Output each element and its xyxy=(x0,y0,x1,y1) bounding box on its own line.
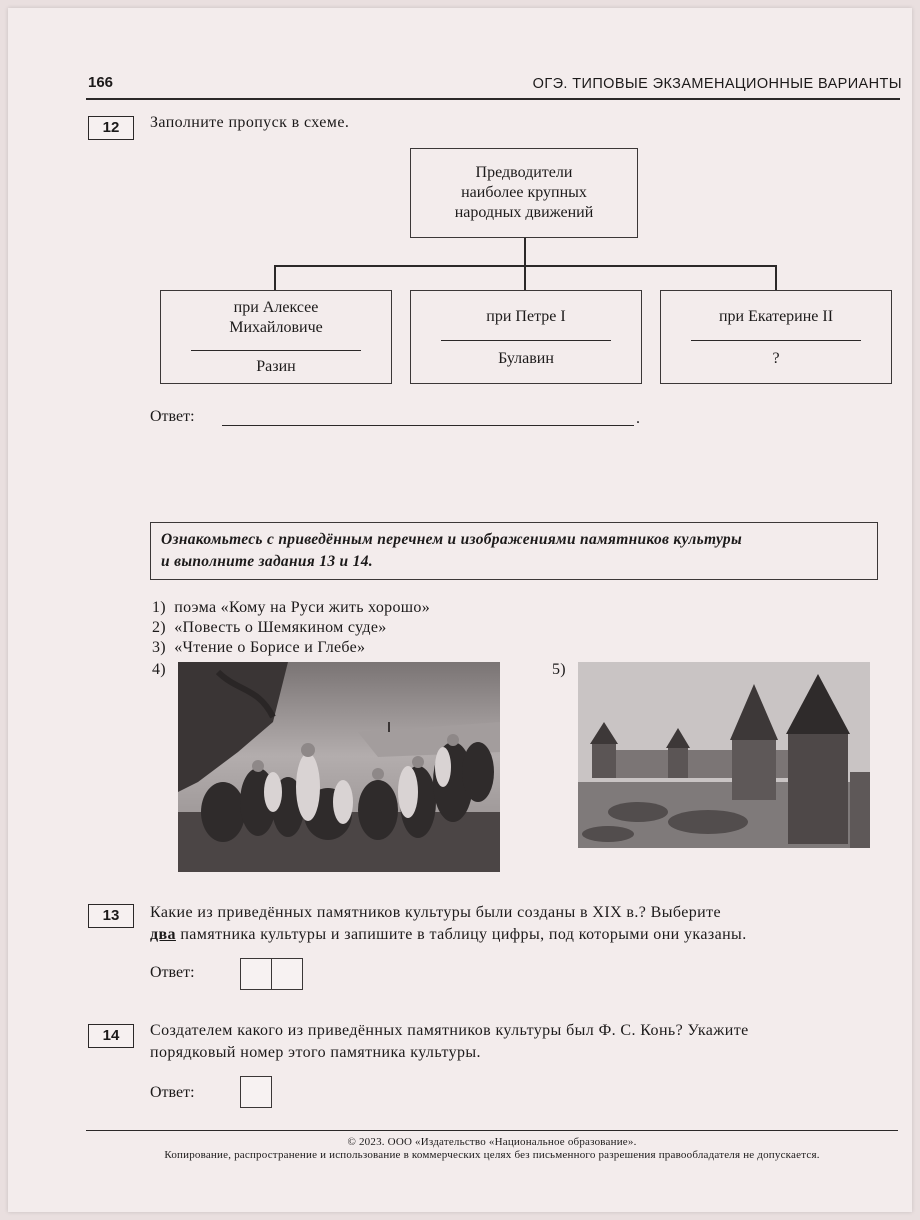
scheme-top-line: Предводители xyxy=(475,164,573,181)
branch-leader: Булавин xyxy=(498,350,554,367)
answer-line-input[interactable] xyxy=(222,425,634,426)
branch-period-line: при Екатерине II xyxy=(718,308,834,325)
task-13-line xyxy=(150,924,902,946)
connector-line xyxy=(274,265,276,291)
monument-number: 4) xyxy=(152,661,166,678)
task-13-number: 13 xyxy=(88,904,134,928)
answer-label: Ответ: xyxy=(150,1084,195,1101)
monument-number: 2) xyxy=(152,619,166,636)
monument-number: 5) xyxy=(552,661,566,678)
scheme-top-line: народных движений xyxy=(454,204,594,221)
branch-period-line: при Алексее xyxy=(233,299,319,316)
scheme-top-box xyxy=(410,148,638,238)
scheme-branch-box xyxy=(410,290,642,384)
monument-text: «Чтение о Борисе и Глебе» xyxy=(174,639,366,656)
footer-notice: Копирование, распространение и использование в коммерческих целях без письменного разрешения правообладателя не допускается. xyxy=(164,1149,820,1161)
branch-period-line: Михайловиче xyxy=(229,319,323,336)
answer-cell[interactable] xyxy=(240,1076,272,1108)
branch-leader: ? xyxy=(772,350,780,367)
fortress-towers-image xyxy=(578,662,870,848)
branch-period-line: при Петре I xyxy=(486,308,566,325)
painting-crowd-image xyxy=(178,662,500,872)
branch-leader: Разин xyxy=(256,358,296,375)
answer-label: Ответ: xyxy=(150,408,195,425)
answer-end-period: . xyxy=(636,410,640,427)
scheme-branch-box xyxy=(660,290,892,384)
task-13-line-rest: памятника культуры и запишите в таблицу цифры, под которыми они указаны. xyxy=(175,926,747,943)
answer-cell[interactable] xyxy=(271,958,303,990)
monument-number: 1) xyxy=(152,599,166,616)
monument-text: поэма «Кому на Руси жить хорошо» xyxy=(174,599,430,616)
task-14-text xyxy=(150,1020,902,1064)
instruction-frame xyxy=(150,522,878,580)
task-12-prompt: Заполните пропуск в схеме. xyxy=(150,114,350,131)
task-12-number: 12 xyxy=(88,116,134,140)
task-14-line: Создателем какого из приведённых памятников культуры был Ф. С. Конь? Укажите xyxy=(150,1022,749,1039)
task-13-line: Какие из приведённых памятников культуры были созданы в XIX в.? Выберите xyxy=(150,904,721,921)
monument-item xyxy=(152,638,365,657)
header-divider xyxy=(86,98,900,100)
monument-item xyxy=(152,598,430,617)
instruction-line: и выполните задания 13 и 14. xyxy=(161,553,373,570)
answer-cell[interactable] xyxy=(240,958,272,990)
monument-number: 3) xyxy=(152,639,166,656)
scheme-branch-box xyxy=(160,290,392,384)
footer-copyright: © 2023. ООО «Издательство «Национальное образование». xyxy=(347,1136,637,1148)
branch-divider xyxy=(691,340,861,341)
branch-divider xyxy=(441,340,611,341)
running-title: ОГЭ. ТИПОВЫЕ ЭКЗАМЕНАЦИОННЫЕ ВАРИАНТЫ xyxy=(532,76,902,92)
instruction-line: Ознакомьтесь с приведённым перечнем и изображениями памятников культуры xyxy=(161,531,743,548)
answer-label: Ответ: xyxy=(150,964,195,981)
scheme-top-line: наиболее крупных xyxy=(461,184,587,201)
footer-divider xyxy=(86,1130,898,1131)
task-14-number: 14 xyxy=(88,1024,134,1048)
connector-line xyxy=(524,265,526,291)
task-13-emphasis: два xyxy=(150,926,176,943)
branch-divider xyxy=(191,350,361,351)
page-number: 166 xyxy=(88,74,114,91)
connector-line xyxy=(775,265,777,291)
monument-text: «Повесть о Шемякином суде» xyxy=(174,619,387,636)
connector-line xyxy=(524,238,526,266)
task-13-text xyxy=(150,902,902,946)
monument-item xyxy=(152,618,387,637)
task-14-line: порядковый номер этого памятника культуры. xyxy=(150,1044,481,1061)
